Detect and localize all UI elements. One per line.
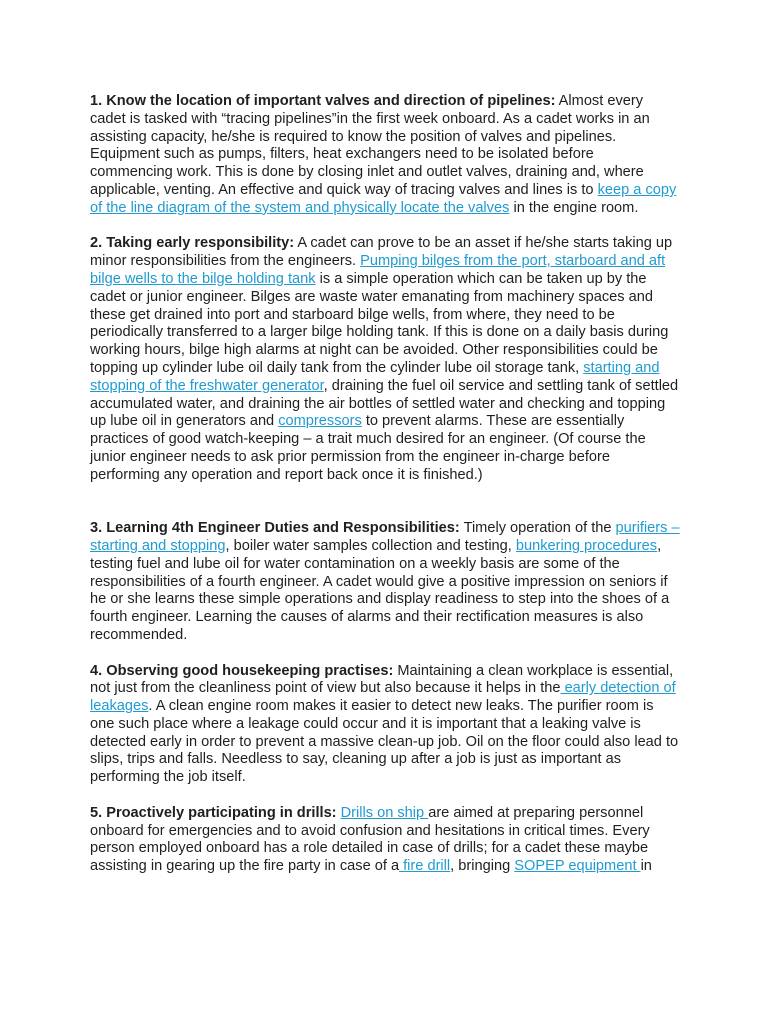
- paragraph-spacer: [90, 787, 680, 805]
- link-freshwater-generator[interactable]: starting and stopping of the freshwater generator: [90, 359, 660, 394]
- section-5-text-4: in: [640, 858, 652, 875]
- section-4-text: Maintaining a clean workplace is essential, not just from the cleanliness point of view but also because it helps in the: [90, 662, 674, 697]
- section-5-paragraph: [90, 805, 680, 876]
- link-fire-drill[interactable]: fire drill: [399, 858, 451, 875]
- section-2-text-3: , draining the fuel oil service and settling tank of settled accumulated water, and draining the air bottles of settled water and checking and topping up lube oil in generators and: [90, 377, 679, 430]
- section-2-text-4: to prevent alarms. These are essentially practices of good watch-keeping – a trait much desired for an engineer. (Of course the junior engineer needs to ask prior permission from the engineer in-charge before performing any operation and report back once it is finished.): [90, 413, 646, 483]
- section-2-heading: 2. Taking early responsibility:: [90, 235, 295, 252]
- section-4-heading: 4. Observing good housekeeping practises:: [90, 662, 394, 679]
- section-3-text-3: , testing fuel and lube oil for water contamination on a weekly basis are some of the responsibilities of a fourth engineer. A cadet would give a positive impression on seniors if he or she learns these simple operations and display readiness to step into the shoes of a fourth engineer. Learning the causes of alarms and their rectification measures is also recommended.: [90, 537, 670, 643]
- paragraph-spacer: [90, 645, 680, 663]
- link-purifiers[interactable]: purifiers – starting and stopping: [90, 520, 680, 554]
- link-line-diagram[interactable]: keep a copy of the line diagram of the system and physically locate the valves: [90, 181, 677, 216]
- link-drills-on-ship[interactable]: Drills on ship: [340, 804, 429, 821]
- section-2-text: A cadet can prove to be an asset if he/she starts taking up minor responsibilities from the engineers.: [90, 235, 673, 270]
- paragraph-spacer: [90, 218, 680, 236]
- section-2-paragraph: [90, 235, 680, 484]
- section-3-heading: 3. Learning 4th Engineer Duties and Responsibilities:: [90, 520, 460, 537]
- section-5-text-3: , bringing: [450, 858, 515, 875]
- document-page: [90, 93, 680, 876]
- paragraph-spacer: [90, 485, 680, 521]
- section-3-text: Timely operation of the: [459, 520, 616, 537]
- section-5-heading: 5. Proactively participating in drills:: [90, 804, 337, 821]
- section-3-paragraph: [90, 520, 680, 645]
- link-compressors[interactable]: compressors: [278, 413, 362, 430]
- section-3-text-2: , boiler water samples collection and testing,: [225, 537, 516, 554]
- section-4-paragraph: [90, 663, 680, 788]
- section-1-heading: 1. Know the location of important valves and direction of pipelines:: [90, 93, 556, 109]
- link-bunkering-procedures[interactable]: bunkering procedures: [515, 537, 658, 554]
- section-5-text-2: are aimed at preparing personnel onboard for emergencies and to avoid confusion and hesitations in critical times. Every person employed onboard has a role detailed in case of drills; for a cadet these maybe assisting in gearing up the fire party in case of a: [90, 804, 650, 875]
- link-early-detection-of-leakages[interactable]: early detection of leakages: [90, 680, 676, 715]
- section-2-text-2: is a simple operation which can be taken up by the cadet or junior engineer. Bilges are waste water emanating from machinery spaces and these get drained into port and starboard bilge wells, from where, they need to be periodically transferred to a larger bilge holding tank. If this is done on a daily basis during working hours, bilge high alarms at night can be avoided. Other responsibilities could be topping up cylinder lube oil daily tank from the cylinder lube oil storage tank,: [90, 270, 669, 376]
- section-1-paragraph: [90, 93, 680, 218]
- section-1-text-end: in the engine room.: [509, 199, 639, 216]
- section-4-text-2: . A clean engine room makes it easier to detect new leaks. The purifier room is one such place where a leakage could occur and it is important that a leaking valve is detected early in order to prevent a massive clean-up job. Oil on the floor could also lead to slips, trips and falls. Needless to say, cleaning up after a job is just as important as performing the job itself.: [90, 698, 679, 786]
- link-sopep-equipment[interactable]: SOPEP equipment: [514, 858, 641, 875]
- link-pumping-bilges[interactable]: Pumping bilges from the port, starboard and aft bilge wells to the bilge holding tank: [90, 253, 666, 287]
- section-1-text: Almost every cadet is tasked with “tracing pipelines”in the first week onboard. As a cadet works in an assisting capacity, he/she is required to know the position of valves and pipelines. Equipment such as pumps, filters, heat exchangers need to be isolated before commencing work. This is done by closing inlet and outlet valves, draining and, where applicable, venting. An effective and quick way of tracing valves and lines is to: [90, 93, 650, 198]
